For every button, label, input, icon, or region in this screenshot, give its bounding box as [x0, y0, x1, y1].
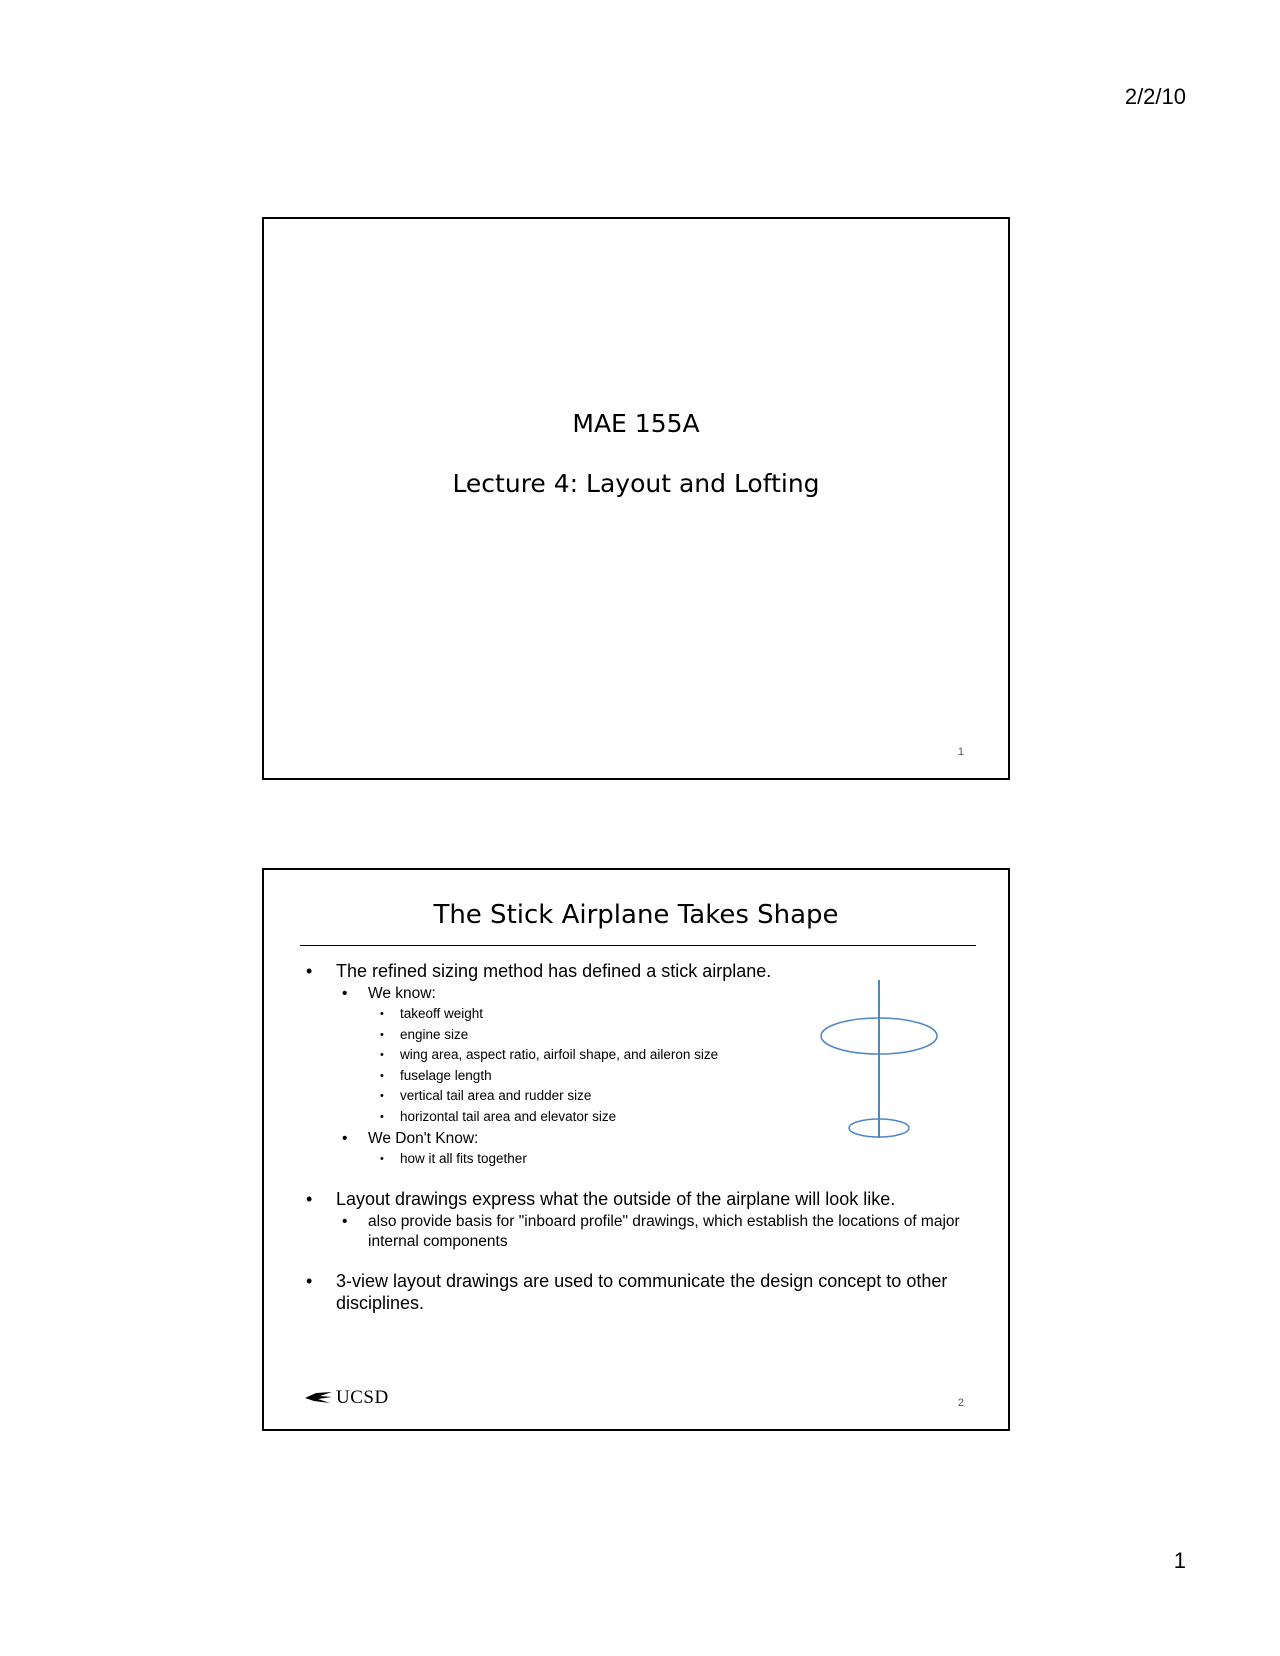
slide-number: 1	[957, 746, 964, 758]
list-item: • how it all fits together	[380, 1151, 527, 1166]
sub-bullet-text: We know:	[368, 985, 436, 1002]
slide-2	[262, 868, 1010, 1431]
page-number: 1	[1173, 1548, 1186, 1573]
list-item-text: takeoff weight	[400, 1006, 484, 1021]
slide-number: 2	[957, 1397, 964, 1409]
list-item-text: horizontal tail area and elevator size	[400, 1108, 617, 1124]
bullet-item: • The refined sizing method has defined a stick airplane.	[306, 961, 772, 981]
list-item: • engine size	[380, 1026, 469, 1042]
bullet-text: The refined sizing method has defined a stick airplane.	[336, 961, 772, 981]
list-item-text: fuselage length	[400, 1067, 492, 1083]
list-item-text: how it all fits together	[400, 1151, 527, 1166]
sub-bullet-item: • We Don't Know:	[342, 1130, 479, 1147]
sub-bullet-text: We Don't Know:	[368, 1130, 479, 1147]
list-item-text: wing area, aspect ratio, airfoil shape, and aileron size	[400, 1047, 719, 1062]
bullet-item: • Layout drawings express what the outside of the airplane will look like.	[306, 1188, 896, 1209]
sub-bullet-item: • also provide basis for "inboard profile" drawings, which establish the locations of major internal components	[342, 1212, 960, 1250]
sub-bullet-item: • We know:	[342, 985, 436, 1002]
ucsd-logo	[304, 1387, 389, 1409]
bullet-text: Layout drawings express what the outside of the airplane will look like.	[336, 1188, 896, 1209]
lecture-title: Lecture 4: Layout and Lofting	[452, 469, 820, 498]
list-item-text: vertical tail area and rudder size	[400, 1088, 592, 1103]
page-date: 2/2/10	[1124, 84, 1186, 109]
slide-title: The Stick Airplane Takes Shape	[433, 900, 839, 930]
list-item: • wing area, aspect ratio, airfoil shape, and aileron size	[380, 1047, 719, 1062]
list-item: • fuselage length	[380, 1067, 492, 1083]
list-item: • vertical tail area and rudder size	[380, 1088, 592, 1103]
title-divider	[300, 945, 976, 946]
bullet-text: 3-view layout drawings are used to communicate the design concept to other disciplines.	[336, 1270, 948, 1313]
list-item: • horizontal tail area and elevator size	[380, 1108, 617, 1124]
slide-1	[262, 217, 1010, 780]
ucsd-logo-text: UCSD	[336, 1387, 389, 1408]
list-item: • takeoff weight	[380, 1006, 484, 1021]
sub-bullet-text: also provide basis for "inboard profile" drawings, which establish the locations of major internal components	[368, 1212, 960, 1250]
course-title: MAE 155A	[572, 409, 700, 438]
list-item-text: engine size	[400, 1026, 469, 1042]
bullet-item: • 3-view layout drawings are used to communicate the design concept to other disciplines.	[306, 1270, 948, 1313]
ucsd-trident-icon	[304, 1390, 334, 1406]
stick-airplane-diagram	[814, 980, 944, 1150]
